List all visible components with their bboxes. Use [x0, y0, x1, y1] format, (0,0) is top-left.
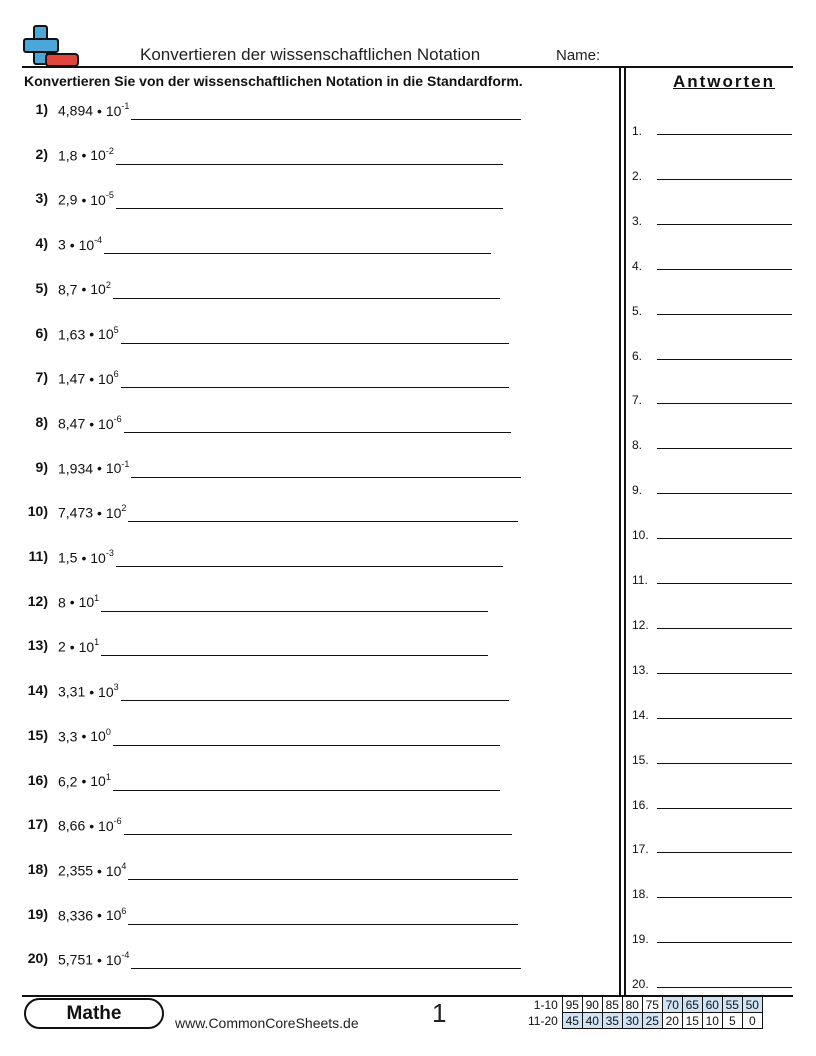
- problem-coefficient: 6,2: [58, 773, 78, 790]
- problem-number: 10): [27, 503, 48, 520]
- answer-row: [632, 704, 792, 724]
- problem-number: 7): [35, 369, 48, 386]
- answer-line[interactable]: [657, 673, 792, 674]
- times-ten: • 10: [81, 192, 106, 209]
- problem-coefficient: 1,934: [58, 460, 94, 477]
- problem-coefficient: 8,47: [58, 415, 86, 432]
- answer-line[interactable]: [657, 763, 792, 764]
- logo-icon: [22, 24, 80, 68]
- score-cell: 25: [642, 1013, 662, 1029]
- answer-blank[interactable]: [131, 477, 521, 478]
- answer-line[interactable]: [657, 538, 792, 539]
- answer-line[interactable]: [657, 448, 792, 449]
- problem-exponent: -5: [105, 190, 114, 201]
- answer-number: 17.: [632, 842, 649, 857]
- problem-expression: [58, 326, 119, 343]
- problem-coefficient: 1,63: [58, 326, 86, 343]
- score-cell: 80: [622, 997, 642, 1013]
- problem-expression: [58, 191, 114, 208]
- problem-expression: [58, 147, 114, 164]
- brand-badge: Mathe: [24, 998, 164, 1029]
- answer-blank[interactable]: [116, 164, 503, 165]
- answer-number: 18.: [632, 887, 649, 902]
- answer-number: 5.: [632, 303, 643, 318]
- problem-exponent: 5: [113, 324, 119, 335]
- answer-blank[interactable]: [131, 968, 521, 969]
- problem-expression: [58, 951, 129, 968]
- column-divider-left: [619, 67, 621, 996]
- problem-number: 17): [27, 816, 48, 833]
- problem-row: [22, 325, 509, 347]
- answer-line[interactable]: [657, 269, 792, 270]
- problem-exponent: 3: [113, 682, 119, 693]
- score-cell: 50: [742, 997, 762, 1013]
- answer-blank[interactable]: [128, 521, 518, 522]
- answer-line[interactable]: [657, 718, 792, 719]
- times-ten: • 10: [97, 907, 122, 924]
- problem-row: [22, 190, 503, 212]
- problem-row: [22, 906, 518, 928]
- score-cell: 95: [562, 997, 582, 1013]
- times-ten: • 10: [69, 639, 95, 656]
- answer-blank[interactable]: [131, 119, 521, 120]
- score-cell: 5: [722, 1013, 742, 1029]
- times-ten: • 10: [97, 102, 122, 119]
- answer-row: [632, 434, 792, 454]
- answer-row: [632, 659, 792, 679]
- problem-number: 1): [35, 101, 48, 117]
- answer-number: 16.: [632, 797, 649, 812]
- answer-line[interactable]: [657, 808, 792, 809]
- page-number: 1: [432, 998, 447, 1028]
- score-table: [526, 996, 763, 1029]
- problem-expression: [58, 370, 119, 387]
- times-ten: • 10: [97, 460, 122, 477]
- times-ten: • 10: [81, 549, 106, 566]
- answer-blank[interactable]: [116, 566, 503, 567]
- problem-row: [22, 772, 500, 794]
- answer-number: 14.: [632, 707, 649, 722]
- answer-row: [632, 973, 792, 993]
- answer-blank[interactable]: [128, 924, 518, 925]
- times-ten: • 10: [81, 773, 106, 790]
- problem-exponent: -1: [121, 101, 130, 111]
- score-range-label: 11-20: [528, 1013, 558, 1028]
- problem-row: [22, 414, 511, 436]
- problem-expression: [58, 504, 126, 521]
- problem-coefficient: 2,355: [58, 862, 94, 879]
- problem-exponent: -4: [121, 950, 130, 961]
- problem-exponent: -6: [113, 816, 122, 827]
- instructions: Konvertieren Sie von der wissenschaftlichen Notation in die Standardform.: [24, 73, 523, 89]
- answer-number: 1.: [632, 124, 643, 138]
- answer-row: [632, 255, 792, 275]
- answer-line[interactable]: [657, 852, 792, 853]
- problem-row: [22, 950, 521, 972]
- problem-number: 16): [27, 771, 48, 788]
- problem-expression: [58, 281, 111, 298]
- answer-blank[interactable]: [124, 834, 512, 835]
- problem-number: 2): [35, 145, 48, 162]
- answer-row: [632, 614, 792, 634]
- problem-row: [22, 235, 491, 257]
- answer-row: [632, 749, 792, 769]
- answer-line[interactable]: [657, 897, 792, 898]
- answer-blank[interactable]: [116, 208, 503, 209]
- score-cell: 65: [682, 997, 702, 1013]
- answer-line[interactable]: [657, 403, 792, 404]
- answer-number: 8.: [632, 438, 643, 453]
- answer-number: 9.: [632, 483, 643, 498]
- score-row: [526, 997, 762, 1013]
- answer-blank[interactable]: [124, 432, 511, 433]
- problem-number: 15): [27, 726, 48, 743]
- answer-row: [632, 928, 792, 948]
- problem-number: 12): [27, 592, 48, 609]
- answer-blank[interactable]: [121, 700, 509, 701]
- problem-coefficient: 1,47: [58, 370, 86, 387]
- problem-row: [22, 816, 512, 838]
- problem-coefficient: 8,336: [58, 907, 94, 924]
- score-range-label: 1-10: [533, 997, 558, 1012]
- answer-blank[interactable]: [113, 745, 500, 746]
- answer-row: [632, 300, 792, 320]
- answer-blank[interactable]: [113, 298, 500, 299]
- problem-number: 11): [28, 548, 48, 564]
- problem-exponent: 6: [121, 905, 127, 916]
- times-ten: • 10: [97, 951, 122, 968]
- problem-row: [22, 101, 521, 123]
- answer-row: [632, 210, 792, 230]
- answer-line[interactable]: [657, 942, 792, 943]
- times-ten: • 10: [97, 504, 122, 521]
- problem-exponent: -1: [121, 458, 130, 469]
- problem-coefficient: 3: [58, 236, 66, 253]
- answer-number: 20.: [632, 977, 649, 992]
- score-cell: 40: [582, 1013, 602, 1029]
- score-cell: 0: [742, 1013, 762, 1029]
- problem-row: [22, 280, 500, 302]
- problem-exponent: 6: [113, 369, 119, 380]
- times-ten: • 10: [81, 281, 106, 298]
- score-cell: 75: [642, 997, 662, 1013]
- answer-row: [632, 569, 792, 589]
- answer-blank[interactable]: [128, 879, 518, 880]
- times-ten: • 10: [89, 326, 114, 343]
- problem-exponent: 2: [121, 503, 127, 514]
- answer-number: 11.: [632, 573, 648, 587]
- score-cell: 10: [702, 1013, 722, 1029]
- problem-coefficient: 2,9: [58, 192, 78, 209]
- answer-number: 13.: [632, 662, 649, 677]
- answer-line[interactable]: [657, 314, 792, 315]
- times-ten: • 10: [81, 728, 106, 745]
- answer-row: [632, 524, 792, 544]
- answer-line[interactable]: [657, 493, 792, 494]
- answer-number: 15.: [632, 752, 649, 767]
- problem-number: 3): [35, 190, 48, 207]
- score-cell: 45: [562, 1013, 582, 1029]
- times-ten: • 10: [81, 147, 106, 164]
- problem-coefficient: 2: [58, 639, 66, 656]
- problem-expression: [58, 415, 122, 432]
- problem-expression: [58, 817, 122, 834]
- answer-row: [632, 389, 792, 409]
- answer-number: 12.: [632, 617, 649, 632]
- problem-expression: [58, 862, 126, 879]
- answer-row: [632, 345, 792, 365]
- score-row: [526, 1013, 762, 1029]
- problem-row: [22, 503, 518, 525]
- score-cell: 15: [682, 1013, 702, 1029]
- column-divider-right: [624, 67, 626, 996]
- score-cell: 30: [622, 1013, 642, 1029]
- problem-expression: [58, 102, 129, 119]
- problem-exponent: 1: [94, 637, 100, 648]
- problem-row: [22, 369, 509, 391]
- problem-exponent: -2: [105, 145, 114, 156]
- answer-row: [632, 479, 792, 499]
- answer-line[interactable]: [657, 359, 792, 360]
- problem-coefficient: 3,3: [58, 728, 78, 745]
- answer-line[interactable]: [657, 134, 792, 135]
- times-ten: • 10: [69, 236, 95, 253]
- problem-expression: [58, 594, 99, 611]
- times-ten: • 10: [89, 817, 114, 834]
- problem-row: [22, 637, 488, 659]
- answer-number: 3.: [632, 213, 643, 228]
- answer-blank[interactable]: [101, 655, 488, 656]
- answer-blank[interactable]: [104, 253, 491, 254]
- problem-exponent: 4: [121, 860, 127, 871]
- name-label: Name:: [556, 47, 601, 64]
- answer-number: 4.: [632, 258, 643, 273]
- answer-line[interactable]: [657, 179, 792, 180]
- answer-number: 10.: [632, 528, 649, 543]
- header-divider: [22, 66, 793, 68]
- problem-number: 19): [27, 905, 48, 922]
- problem-row: [22, 861, 518, 883]
- answer-line[interactable]: [657, 987, 792, 988]
- problem-expression: [58, 460, 129, 477]
- answer-row: [632, 794, 792, 814]
- problem-number: 13): [27, 637, 48, 654]
- problem-exponent: 1: [94, 592, 100, 603]
- answer-blank[interactable]: [121, 343, 509, 344]
- answer-blank[interactable]: [121, 387, 509, 388]
- answers-title: Antworten: [672, 72, 776, 91]
- times-ten: • 10: [89, 683, 114, 700]
- problem-coefficient: 1,8: [58, 147, 78, 164]
- answer-blank[interactable]: [113, 790, 500, 791]
- problem-coefficient: 4,894: [58, 102, 94, 119]
- score-cell: 90: [582, 997, 602, 1013]
- answer-line[interactable]: [657, 583, 792, 584]
- problem-coefficient: 8,66: [58, 817, 86, 834]
- problem-expression: [58, 773, 111, 790]
- answer-number: 7.: [632, 393, 643, 408]
- score-cell: 60: [702, 997, 722, 1013]
- answer-row: [632, 165, 792, 185]
- times-ten: • 10: [89, 415, 114, 432]
- times-ten: • 10: [69, 594, 95, 611]
- problem-exponent: 2: [105, 279, 111, 290]
- problem-row: [22, 727, 500, 749]
- answer-row: [632, 838, 792, 858]
- website-link[interactable]: www.CommonCoreSheets.de: [175, 1015, 359, 1031]
- problem-row: [22, 593, 488, 615]
- score-cell: 55: [722, 997, 742, 1013]
- answer-number: 19.: [632, 932, 649, 947]
- score-cell: 85: [602, 997, 622, 1013]
- problem-coefficient: 3,31: [58, 683, 86, 700]
- problem-number: 4): [35, 235, 48, 252]
- answer-number: 2.: [632, 168, 643, 183]
- problem-expression: [58, 549, 114, 566]
- answer-row: [632, 883, 792, 903]
- problem-row: [22, 548, 503, 570]
- problem-number: 9): [35, 458, 48, 475]
- problem-exponent: -4: [94, 235, 103, 246]
- page-title: Konvertieren der wissenschaftlichen Notation: [140, 45, 481, 64]
- answer-line[interactable]: [657, 628, 792, 629]
- answer-line[interactable]: [657, 224, 792, 225]
- problem-number: 14): [27, 682, 48, 699]
- problem-expression: [58, 236, 102, 253]
- score-cell: 35: [602, 1013, 622, 1029]
- problem-exponent: -6: [113, 413, 122, 424]
- problem-coefficient: 7,473: [58, 504, 94, 521]
- answer-blank[interactable]: [101, 611, 488, 612]
- problem-number: 8): [35, 413, 48, 430]
- problem-exponent: -3: [105, 548, 114, 558]
- score-cell: 70: [662, 997, 682, 1013]
- problem-row: [22, 682, 509, 704]
- answer-row: [632, 120, 792, 140]
- problem-exponent: 1: [105, 771, 111, 782]
- times-ten: • 10: [89, 370, 114, 387]
- problem-coefficient: 5,751: [58, 951, 94, 968]
- problem-expression: [58, 728, 111, 745]
- problem-coefficient: 8,7: [58, 281, 78, 298]
- problem-expression: [58, 907, 126, 924]
- problem-row: [22, 146, 503, 168]
- score-cell: 20: [662, 1013, 682, 1029]
- problem-coefficient: 8: [58, 594, 66, 611]
- problem-exponent: 0: [105, 726, 111, 737]
- problem-number: 5): [35, 279, 48, 296]
- problem-expression: [58, 638, 99, 655]
- problem-number: 6): [35, 324, 48, 341]
- problem-coefficient: 1,5: [58, 549, 78, 566]
- problem-number: 20): [27, 950, 48, 967]
- answer-number: 6.: [632, 348, 643, 363]
- problem-row: [22, 459, 521, 481]
- times-ten: • 10: [97, 862, 122, 879]
- problem-expression: [58, 683, 119, 700]
- problem-number: 18): [27, 860, 48, 877]
